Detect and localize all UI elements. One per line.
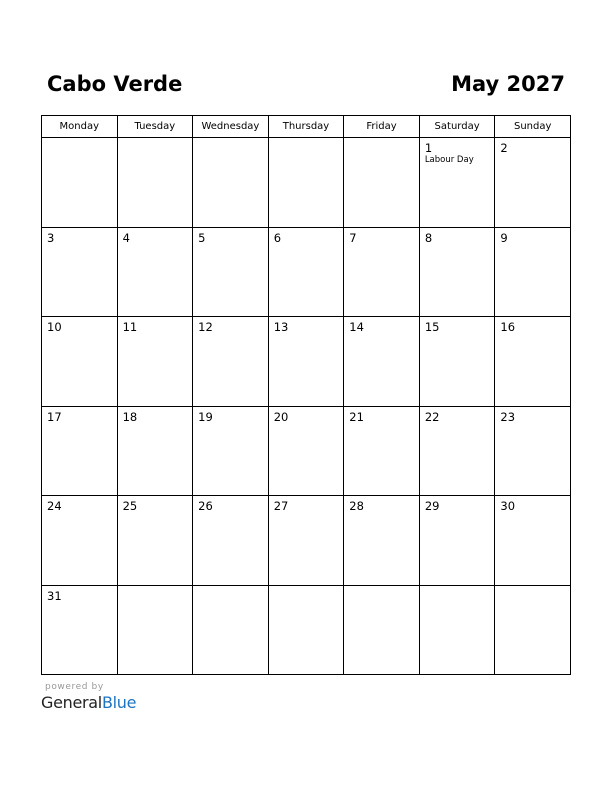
day-number: 13 (273, 320, 289, 334)
day-cell (495, 406, 571, 496)
day-cell (117, 138, 193, 228)
day-number (269, 586, 344, 589)
day-cell (419, 138, 495, 228)
day-cell (42, 317, 118, 407)
day-number: 11 (122, 320, 138, 334)
day-number: 18 (122, 409, 138, 424)
day-number (344, 586, 419, 589)
day-cell (268, 585, 344, 675)
day-number (269, 138, 344, 141)
day-number: 30 (500, 499, 516, 513)
day-cell (419, 406, 495, 496)
day-number: 24 (47, 499, 62, 513)
day-number: 7 (349, 230, 357, 245)
day-number: 22 (424, 409, 440, 424)
week-row (42, 227, 571, 317)
day-cell (117, 406, 193, 496)
week-row (42, 138, 571, 228)
day-cell (193, 227, 269, 317)
calendar-grid (41, 115, 571, 675)
weekday-header-row (42, 116, 571, 138)
day-cell (42, 585, 118, 675)
day-cell (268, 406, 344, 496)
generalblue-logo (41, 693, 136, 713)
day-cell (117, 227, 193, 317)
weekday-header-saturday: Saturday (419, 116, 495, 138)
day-cell (495, 138, 571, 228)
day-number: 15 (424, 320, 440, 334)
day-number: 25 (122, 499, 138, 513)
day-cell (268, 138, 344, 228)
day-number: 26 (198, 499, 213, 513)
brand-blue-text: Blue (101, 693, 137, 712)
week-row (42, 585, 571, 675)
weekday-header-friday: Friday (344, 116, 420, 138)
day-cell (495, 496, 571, 586)
day-cell (344, 406, 420, 496)
day-number: 4 (122, 230, 130, 245)
day-cell (193, 585, 269, 675)
week-row (42, 317, 571, 407)
day-cell (344, 496, 420, 586)
day-cell (344, 138, 420, 228)
day-number: 23 (500, 409, 516, 424)
day-cell (42, 406, 118, 496)
day-number (118, 586, 193, 589)
weekday-header-tuesday: Tuesday (117, 116, 193, 138)
day-cell (495, 317, 571, 407)
day-number: 20 (273, 409, 289, 424)
day-number (495, 586, 570, 589)
day-number: 28 (349, 499, 364, 513)
week-row (42, 496, 571, 586)
day-number: 14 (349, 320, 364, 334)
powered-by-label: powered by (45, 682, 104, 692)
day-cell (268, 317, 344, 407)
day-number: 5 (198, 230, 206, 245)
weekday-header-sunday: Sunday (495, 116, 571, 138)
week-row (42, 406, 571, 496)
day-number: 10 (47, 320, 62, 334)
day-number: 1 (424, 141, 433, 155)
day-cell (344, 585, 420, 675)
day-number: 29 (424, 499, 440, 513)
day-number: 27 (273, 499, 289, 513)
day-cell (117, 496, 193, 586)
day-cell (117, 317, 193, 407)
day-number: 6 (273, 230, 282, 245)
day-number (193, 586, 268, 589)
month-title: May 2027 (451, 72, 565, 96)
day-number: 12 (198, 320, 213, 334)
day-cell (344, 317, 420, 407)
day-cell (495, 227, 571, 317)
country-title: Cabo Verde (47, 72, 183, 96)
day-number: 8 (424, 230, 433, 245)
weekday-header-thursday: Thursday (268, 116, 344, 138)
day-cell (193, 496, 269, 586)
day-cell (268, 227, 344, 317)
day-number (420, 586, 495, 589)
calendar-body (42, 138, 571, 675)
day-number (193, 138, 268, 141)
day-number: 3 (47, 230, 55, 245)
day-number: 17 (47, 409, 62, 424)
day-cell (495, 585, 571, 675)
day-number: 2 (500, 141, 508, 155)
day-cell (419, 227, 495, 317)
day-cell (42, 227, 118, 317)
day-cell (42, 138, 118, 228)
day-number: 31 (47, 588, 62, 603)
day-cell (419, 317, 495, 407)
weekday-header-monday: Monday (42, 116, 118, 138)
day-cell (193, 317, 269, 407)
weekday-header-wednesday: Wednesday (193, 116, 269, 138)
day-number: 21 (349, 409, 364, 424)
day-cell (193, 138, 269, 228)
day-cell (42, 496, 118, 586)
day-number: 9 (500, 230, 508, 245)
day-cell (344, 227, 420, 317)
day-number (118, 138, 193, 141)
day-number: 19 (198, 409, 213, 424)
day-number (42, 138, 117, 141)
day-cell (193, 406, 269, 496)
day-cell (117, 585, 193, 675)
day-number: 16 (500, 320, 516, 334)
holiday-label: Labour Day (424, 155, 474, 165)
day-number (344, 138, 419, 141)
day-cell (419, 585, 495, 675)
day-cell (419, 496, 495, 586)
brand-general-text: General (41, 693, 102, 712)
day-cell (268, 496, 344, 586)
